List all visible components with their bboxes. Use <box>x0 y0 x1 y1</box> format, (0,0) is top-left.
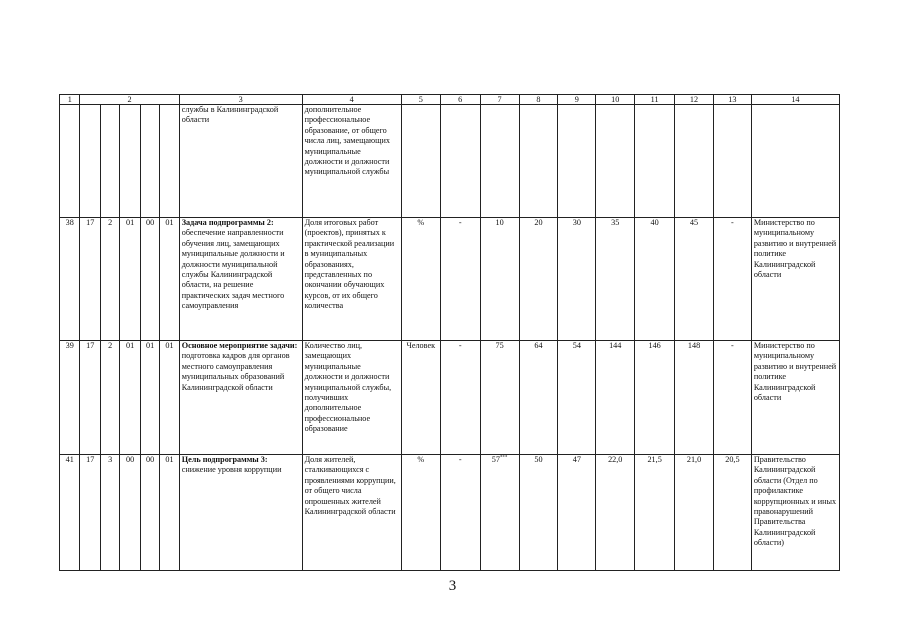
cell-description: снижение уровня коррупции <box>181 465 282 475</box>
cell-indicator: Доля жителей, сталкивающихся с проявлениями коррупции, от общего числа опрошенных жителей Калининградской области <box>302 455 401 571</box>
cell-title: Задача подпрограммы 2: <box>181 218 274 227</box>
cell-value: - <box>440 218 480 341</box>
cell-value: 10 <box>480 218 519 341</box>
header-cell: 9 <box>558 95 596 105</box>
cell-value: 20 <box>519 218 558 341</box>
cell-value <box>480 455 519 571</box>
cell-program-text <box>179 341 302 455</box>
cell-value: 50 <box>519 455 558 571</box>
cell-description: подготовка кадров для органов местного самоуправления муниципальных образований Калининградской области <box>181 351 290 392</box>
cell-code: 01 <box>120 218 140 341</box>
cell-indicator: Количество лиц, замещающих муниципальные должности и должности муниципальной службы, получивших дополнительное профессиональное образование <box>302 341 401 455</box>
header-cell: 2 <box>80 95 179 105</box>
cell-code: 17 <box>80 218 100 341</box>
cell-code: 00 <box>140 455 159 571</box>
header-cell: 10 <box>596 95 635 105</box>
cell-responsible: Правительство Калининградской области (Отдел по профилактике коррупционных и иных правонарушений Правительства Калининградской области) <box>751 455 839 571</box>
cell-value: - <box>713 218 751 341</box>
cell-value: 45 <box>675 218 714 341</box>
header-cell: 8 <box>519 95 558 105</box>
cell-title: Основное мероприятие задачи: <box>181 341 298 350</box>
cell-code: 3 <box>100 455 119 571</box>
page-number: 3 <box>448 578 457 594</box>
cell-code: 00 <box>120 455 140 571</box>
cell-value: 22,0 <box>596 455 635 571</box>
header-cell: 4 <box>302 95 401 105</box>
table-row-continuation <box>60 105 840 218</box>
cell-code: 01 <box>160 341 179 455</box>
header-cell: 3 <box>179 95 302 105</box>
value-text: 57 <box>491 455 500 464</box>
cell-unit: Человек <box>401 341 440 455</box>
cell-value: 47 <box>558 455 596 571</box>
cell-description: обеспечение направленности обучения лиц, замещающих муниципальные должности и должности муниципальной службы Калининградской области, на решение практических задач местного самоуправления <box>181 228 285 311</box>
cell-value: 64 <box>519 341 558 455</box>
cell-code: 01 <box>160 218 179 341</box>
cell-code: 2 <box>100 341 119 455</box>
cell-responsible: Министерство по муниципальному развитию и внутренней политике Калининградской области <box>751 218 839 341</box>
cell-value: 20,5 <box>713 455 751 571</box>
cell-code: 17 <box>80 341 100 455</box>
cell-code: 00 <box>140 218 159 341</box>
header-cell: 6 <box>440 95 480 105</box>
cell-code: 01 <box>140 341 159 455</box>
cell-program-text <box>179 455 302 571</box>
cell-responsible: Министерство по муниципальному развитию и внутренней политике Калининградской области <box>751 341 839 455</box>
cell-row-number: 39 <box>60 341 80 455</box>
cell-value: 35 <box>596 218 635 341</box>
cell-row-number: 41 <box>60 455 80 571</box>
table-row <box>60 218 840 341</box>
table-header-row <box>60 95 840 105</box>
header-cell: 11 <box>635 95 675 105</box>
cell-unit: % <box>401 455 440 571</box>
cell-value: 144 <box>596 341 635 455</box>
header-cell: 5 <box>401 95 440 105</box>
cell-value: 75 <box>480 341 519 455</box>
cell-value: - <box>440 341 480 455</box>
cell-program-text <box>179 218 302 341</box>
cell-code: 01 <box>120 341 140 455</box>
cell-value: - <box>440 455 480 571</box>
header-cell: 1 <box>60 95 80 105</box>
cell-indicator: дополнительное профессиональное образование, от общего числа лиц, замещающих муниципальные должности и должности муниципальной службы <box>302 105 401 218</box>
cell-indicator: Доля итоговых работ (проектов), принятых к практической реализации в муниципальных образованиях, представленных по окончании обучающих курсов, от их общего количества <box>302 218 401 341</box>
cell-value: 40 <box>635 218 675 341</box>
cell-title: Цель подпрограммы 3: <box>181 455 268 464</box>
cell-code: 17 <box>80 455 100 571</box>
cell-value: 54 <box>558 341 596 455</box>
header-cell: 14 <box>751 95 839 105</box>
cell-code: 01 <box>160 455 179 571</box>
cell-value: - <box>713 341 751 455</box>
cell-value: 148 <box>675 341 714 455</box>
cell-value: 21,5 <box>635 455 675 571</box>
cell-value: 21,0 <box>675 455 714 571</box>
cell-row-number: 38 <box>60 218 80 341</box>
indicators-table <box>59 94 840 571</box>
table-row <box>60 341 840 455</box>
header-cell: 7 <box>480 95 519 105</box>
header-cell: 12 <box>675 95 714 105</box>
cell-program-text: службы в Калининградской области <box>179 105 302 218</box>
cell-value: 30 <box>558 218 596 341</box>
header-cell: 13 <box>713 95 751 105</box>
cell-value: 146 <box>635 341 675 455</box>
cell-code: 2 <box>100 218 119 341</box>
table-row <box>60 455 840 571</box>
cell-unit: % <box>401 218 440 341</box>
footnote-marker: *** <box>499 455 508 461</box>
